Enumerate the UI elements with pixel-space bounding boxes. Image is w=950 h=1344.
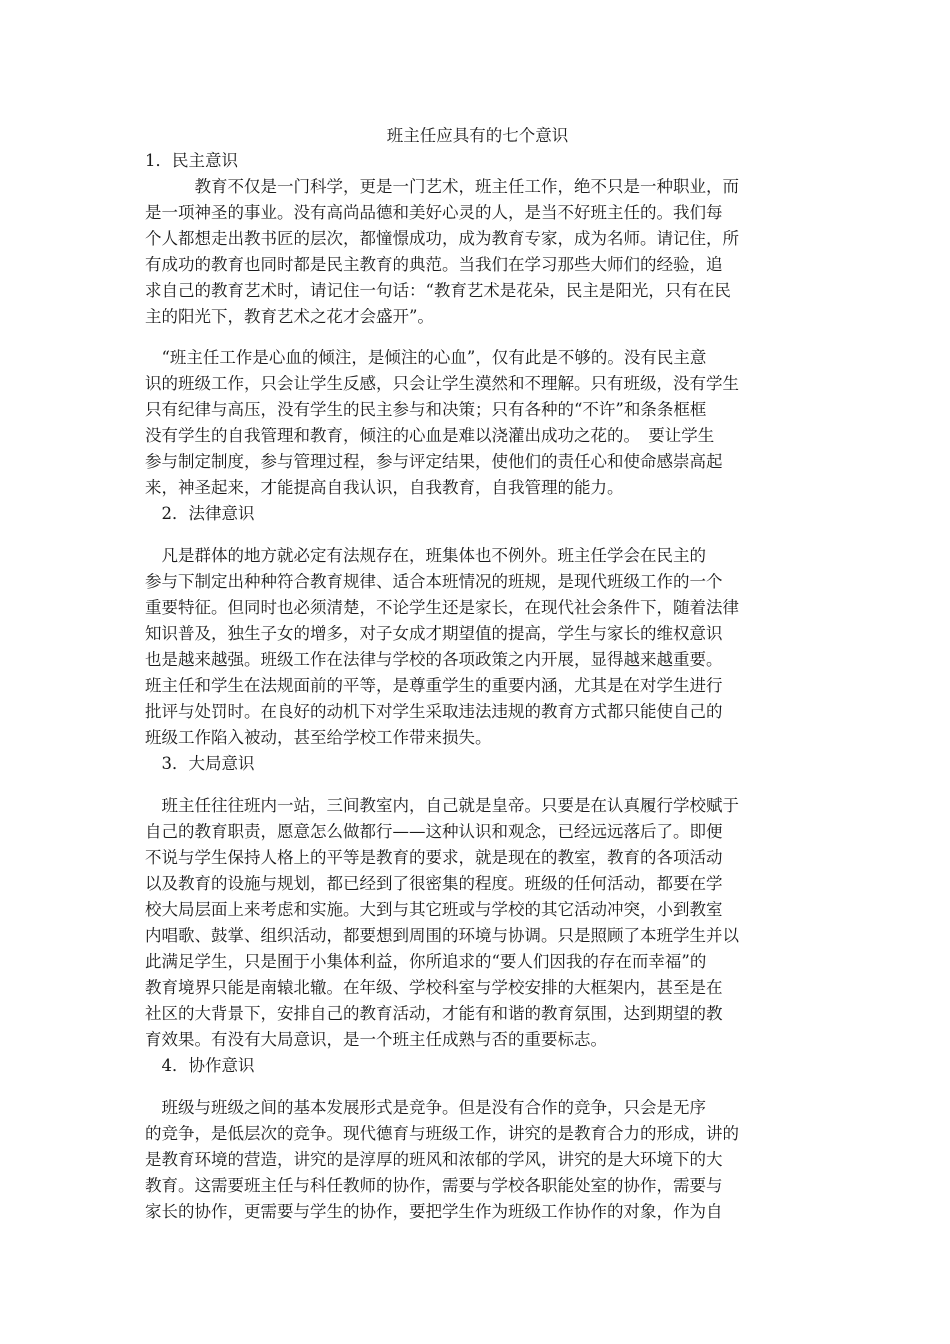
paragraph-line: 班主任往往班内一站，三间教室内，自己就是皇帝。只要是在认真履行学校赋于: [145, 796, 739, 815]
paragraph-line: 班级与班级之间的基本发展形式是竞争。但是没有合作的竞争，只会是无序: [145, 1098, 706, 1117]
paragraph-line: 知识普及，独生子女的增多，对子女成才期望值的提高，学生与家长的维权意识: [145, 624, 723, 643]
paragraph-line: 的竞争，是低层次的竞争。现代德育与班级工作，讲究的是教育合力的形成，讲的: [145, 1124, 739, 1143]
paragraph-line: 参与制定制度，参与管理过程，参与评定结果，使他们的责任心和使命感崇高起: [145, 452, 723, 471]
paragraph-line: 以及教育的设施与规划，都已经到了很密集的程度。班级的任何活动，都要在学: [145, 874, 723, 893]
section-heading-democracy: 1．民主意识: [145, 151, 238, 170]
paragraph-line: 社区的大背景下，安排自己的教育活动，才能有和谐的教育氛围，达到期望的教: [145, 1004, 723, 1023]
paragraph-line: 家长的协作，更需要与学生的协作，要把学生作为班级工作协作的对象，作为自: [145, 1202, 723, 1221]
paragraph-line: 不说与学生保持人格上的平等是教育的要求，就是现在的教室，教育的各项活动: [145, 848, 723, 867]
paragraph-line: 校大局层面上来考虑和实施。大到与其它班或与学校的其它活动冲突，小到教室: [145, 900, 723, 919]
section-heading-law: 2．法律意识: [145, 504, 255, 523]
paragraph-line: 来，神圣起来，才能提高自我认识，自我教育，自我管理的能力。: [145, 478, 624, 497]
paragraph-line: 有成功的教育也同时都是民主教育的典范。当我们在学习那些大师们的经验，追: [145, 255, 723, 274]
paragraph-line: 自己的教育职责，愿意怎么做都行——这种认识和观念，已经远远落后了。即便: [145, 822, 723, 841]
paragraph-line: 批评与处罚时。在良好的动机下对学生采取违法违规的教育方式都只能使自己的: [145, 702, 723, 721]
paragraph-line: 是教育环境的营造，讲究的是淳厚的班风和浓郁的学风，讲究的是大环境下的大: [145, 1150, 723, 1169]
paragraph-line: 教育不仅是一门科学，更是一门艺术，班主任工作，绝不只是一种职业，而: [145, 177, 739, 196]
paragraph-line: 没有学生的自我管理和教育，倾注的心血是难以浇灌出成功之花的。 要让学生: [145, 426, 715, 445]
paragraph-line: 只有纪律与高压，没有学生的民主参与和决策；只有各种的“不许”和条条框框: [145, 400, 707, 419]
paragraph-line: 求自己的教育艺术时，请记住一句话：“教育艺术是花朵，民主是阳光，只有在民: [145, 281, 731, 300]
paragraph-line: 是一项神圣的事业。没有高尚品德和美好心灵的人，是当不好班主任的。我们每: [145, 203, 723, 222]
section-heading-cooperation: 4．协作意识: [145, 1056, 255, 1075]
section-heading-big-picture: 3．大局意识: [145, 754, 255, 773]
paragraph-line: 参与下制定出种种符合教育规律、适合本班情况的班规，是现代班级工作的一个: [145, 572, 723, 591]
paragraph-line: 主的阳光下，教育艺术之花才会盛开”。: [145, 307, 434, 326]
paragraph-line: 识的班级工作，只会让学生反感，只会让学生漠然和不理解。只有班级，没有学生: [145, 374, 739, 393]
paragraph-line: 凡是群体的地方就必定有法规存在，班集体也不例外。班主任学会在民主的: [145, 546, 706, 565]
paragraph-line: 内唱歌、鼓掌、组织活动，都要想到周围的环境与协调。只是照顾了本班学生并以: [145, 926, 739, 945]
paragraph-line: 此满足学生，只是囿于小集体利益，你所追求的“要人们因我的存在而幸福”的: [145, 952, 707, 971]
paragraph-line: 班主任和学生在法规面前的平等，是尊重学生的重要内涵，尤其是在对学生进行: [145, 676, 723, 695]
paragraph-line: 教育境界只能是南辕北辙。在年级、学校科室与学校安排的大框架内，甚至是在: [145, 978, 723, 997]
document-title: 班主任应具有的七个意识: [386, 126, 569, 145]
paragraph-line: 也是越来越强。班级工作在法律与学校的各项政策之内开展，显得越来越重要。: [145, 650, 723, 669]
paragraph-line: 班级工作陷入被动，甚至给学校工作带来损失。: [145, 728, 492, 747]
paragraph-line: 教育。这需要班主任与科任教师的协作，需要与学校各职能处室的协作，需要与: [145, 1176, 723, 1195]
paragraph-line: 育效果。有没有大局意识，是一个班主任成熟与否的重要标志。: [145, 1030, 607, 1049]
paragraph-line: 重要特征。但同时也必须清楚，不论学生还是家长，在现代社会条件下，随着法律: [145, 598, 739, 617]
paragraph-line: 个人都想走出教书匠的层次，都憧憬成功，成为教育专家，成为名师。请记住，所: [145, 229, 739, 248]
paragraph-line: “班主任工作是心血的倾注，是倾注的心血”，仅有此是不够的。没有民主意: [145, 348, 707, 367]
